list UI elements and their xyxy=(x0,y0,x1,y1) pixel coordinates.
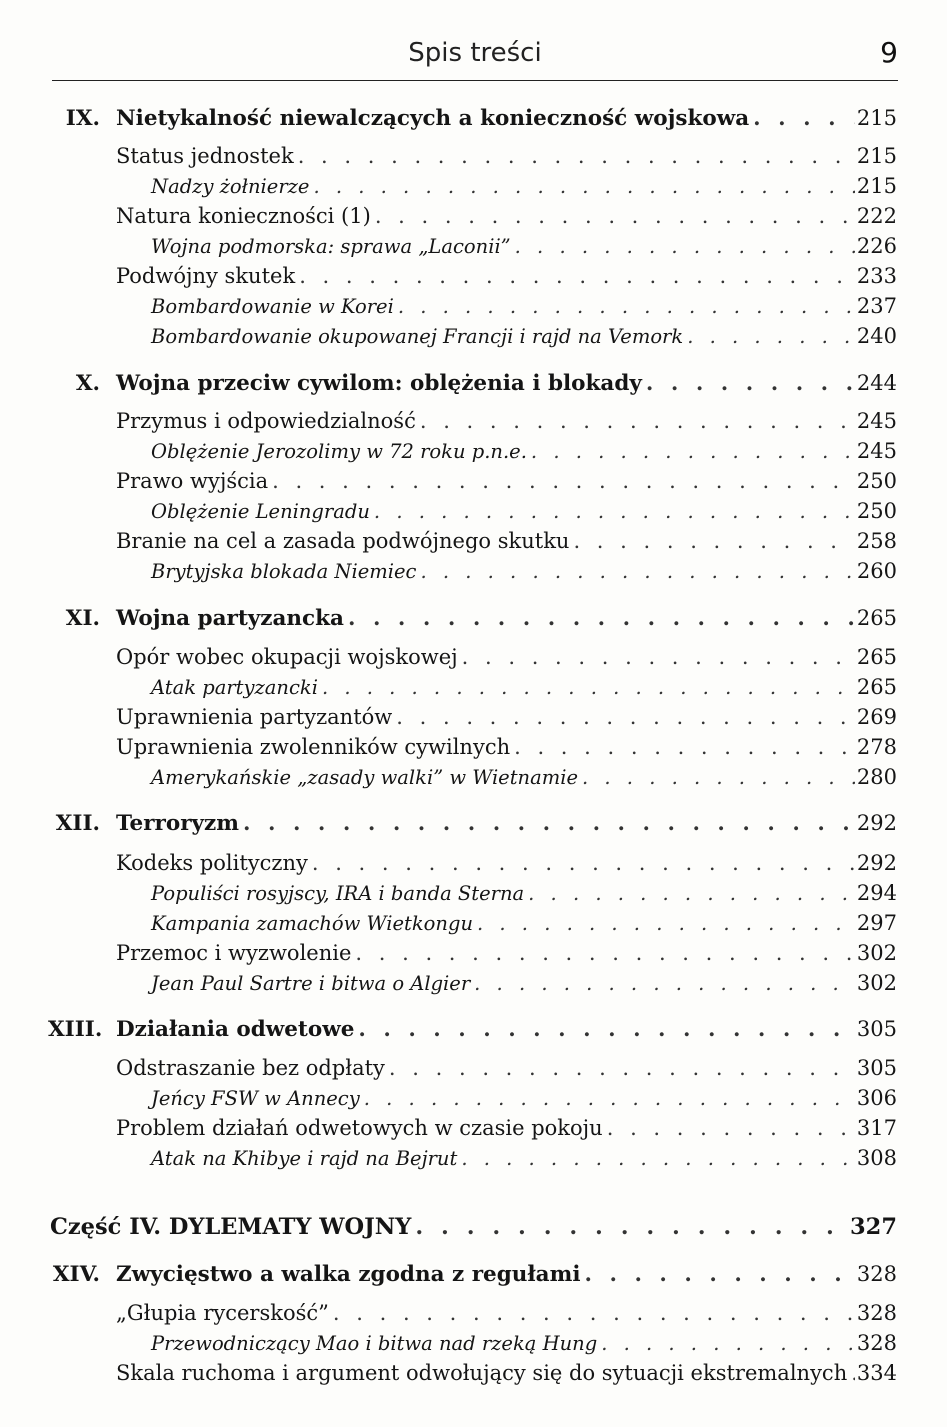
toc-entry-page: 244 xyxy=(856,371,897,395)
toc-entry-label: Skala ruchoma i argument odwołujący się do sytuacji ekstremalnych xyxy=(116,1361,848,1385)
toc-entry-label: Kampania zamachów Wietkongu xyxy=(151,912,474,935)
toc-entry-section xyxy=(116,645,897,675)
toc-entry-label: Kodeks polityczny xyxy=(116,851,308,875)
toc-entry-page: 280 xyxy=(856,765,897,789)
toc-entry-page: 278 xyxy=(856,735,897,759)
toc-entry-page: 302 xyxy=(856,941,897,965)
toc-entry-label: Terroryzm xyxy=(116,811,239,836)
toc-entry-chapter xyxy=(65,606,897,636)
toc-entry-page: 305 xyxy=(856,1017,897,1041)
toc-entry-page: 334 xyxy=(856,1361,897,1385)
dot-leader xyxy=(477,912,855,935)
toc-entry-chapter xyxy=(75,371,897,401)
toc-entry-label: Działania odwetowe xyxy=(116,1017,355,1042)
toc-entry-page: 265 xyxy=(856,645,897,669)
toc-entry-label: Bombardowanie w Korei xyxy=(151,295,394,318)
toc-entry-label: Amerykańskie „zasady walki” w Wietnamie xyxy=(151,766,579,789)
toc-entry-page: 292 xyxy=(856,811,897,835)
toc-entry-case xyxy=(151,881,897,911)
dot-leader xyxy=(355,941,855,965)
toc-entry-label: Opór wobec okupacji wojskowej xyxy=(116,645,458,669)
dot-leader xyxy=(585,1262,855,1287)
page-number: 9 xyxy=(880,36,898,69)
toc-entry-section xyxy=(116,1361,897,1391)
dot-leader xyxy=(313,175,854,198)
dot-leader xyxy=(364,1087,855,1110)
toc-entry-part xyxy=(50,1214,897,1244)
toc-entry-page: 292 xyxy=(856,851,897,875)
toc-entry-case xyxy=(151,559,897,589)
toc-entry-section xyxy=(116,409,897,439)
toc-entry-chapter xyxy=(48,1017,897,1047)
toc-entry-page: 260 xyxy=(856,559,897,583)
chapter-number: XIII. xyxy=(48,1017,103,1042)
toc-entry-label: Nadzy żołnierze xyxy=(151,175,310,198)
dot-leader xyxy=(462,645,855,669)
toc-entry-page: 215 xyxy=(856,106,897,130)
running-title: Spis treści xyxy=(408,38,542,68)
toc-entry-label: Podwójny skutek xyxy=(116,264,296,288)
toc-entry-label: Uprawnienia zwolenników cywilnych xyxy=(116,735,511,759)
dot-leader xyxy=(601,1332,855,1355)
toc-entry-label: Przewodniczący Mao i bitwa nad rzeką Hung xyxy=(151,1332,598,1355)
chapter-number: XI. xyxy=(65,606,100,631)
toc-entry-label: Przymus i odpowiedzialność xyxy=(116,409,416,433)
dot-leader xyxy=(687,325,855,348)
toc-entry-case xyxy=(151,499,897,529)
toc-entry-section xyxy=(116,941,897,971)
toc-entry-case xyxy=(151,439,897,469)
dot-leader xyxy=(298,144,855,168)
toc-entry-page: 222 xyxy=(856,204,897,228)
dot-leader xyxy=(753,106,855,131)
toc-entry-label: Wojna partyzancka xyxy=(116,606,344,631)
toc-entry-chapter xyxy=(52,1262,897,1292)
toc-entry-case xyxy=(151,1146,897,1176)
dot-leader xyxy=(348,606,855,631)
dot-leader xyxy=(514,735,855,759)
toc-entry-page: 328 xyxy=(856,1331,897,1355)
toc-entry-label: „Głupia rycerskość” xyxy=(116,1301,329,1325)
dot-leader xyxy=(474,972,855,995)
toc-entry-page: 308 xyxy=(856,1146,897,1170)
toc-entry-page: 302 xyxy=(856,971,897,995)
dot-leader xyxy=(389,1056,855,1080)
toc-entry-page: 240 xyxy=(856,324,897,348)
toc-entry-section xyxy=(116,529,897,559)
toc-entry-page: 306 xyxy=(856,1086,897,1110)
dot-leader xyxy=(312,851,855,875)
toc-entry-label: Odstraszanie bez odpłaty xyxy=(116,1056,385,1080)
dot-leader xyxy=(573,529,854,553)
toc-entry-page: 328 xyxy=(856,1262,897,1286)
toc-entry-label: Wojna podmorska: sprawa „Laconii” xyxy=(151,235,511,258)
toc-entry-page: 294 xyxy=(856,881,897,905)
toc-entry-case xyxy=(151,1331,897,1361)
toc-entry-label: Prawo wyjścia xyxy=(116,469,269,493)
toc-entry-page: 265 xyxy=(856,606,897,630)
toc-entry-chapter xyxy=(55,811,897,841)
chapter-number: X. xyxy=(75,371,100,396)
dot-leader xyxy=(299,264,855,288)
page-header xyxy=(52,36,898,81)
toc-entry-case xyxy=(151,234,897,264)
toc-entry-page: 269 xyxy=(856,705,897,729)
toc-entry-label: Populiści rosyjscy, IRA i banda Sterna xyxy=(151,882,525,905)
dot-leader xyxy=(851,1361,855,1385)
toc-entry-label: Część IV. DYLEMATY WOJNY xyxy=(50,1214,412,1240)
toc-entry-label: Branie na cel a zasada podwójnego skutku xyxy=(116,529,570,553)
toc-entry-section xyxy=(116,144,897,174)
chapter-number: IX. xyxy=(65,106,100,131)
toc-entry-page: 245 xyxy=(856,409,897,433)
dot-leader xyxy=(358,1017,855,1042)
dot-leader xyxy=(420,560,854,583)
toc-entry-label: Bombardowanie okupowanej Francji i rajd na Vemork xyxy=(151,325,684,348)
dot-leader xyxy=(531,440,855,463)
toc-entry-case xyxy=(151,1086,897,1116)
dot-leader xyxy=(528,882,855,905)
toc-entry-case xyxy=(151,294,897,324)
toc-entry-page: 305 xyxy=(856,1056,897,1080)
dot-leader xyxy=(333,1301,855,1325)
toc-entry-page: 215 xyxy=(856,144,897,168)
toc-entry-page: 327 xyxy=(850,1214,897,1240)
toc-entry-section xyxy=(116,851,897,881)
dot-leader xyxy=(374,500,855,523)
dot-leader xyxy=(607,1116,855,1140)
toc-entry-case xyxy=(151,911,897,941)
dot-leader xyxy=(243,811,855,836)
toc-entry-section xyxy=(116,469,897,499)
toc-entry-section xyxy=(116,1116,897,1146)
toc-entry-label: Jean Paul Sartre i bitwa o Algier xyxy=(151,972,471,995)
toc-entry-label: Jeńcy FSW w Annecy xyxy=(151,1087,360,1110)
dot-leader xyxy=(582,766,855,789)
toc-entry-label: Wojna przeciw cywilom: oblężenia i blokady xyxy=(116,371,642,396)
toc-entry-page: 215 xyxy=(856,174,897,198)
toc-entry-page: 317 xyxy=(856,1116,897,1140)
toc-entry-label: Uprawnienia partyzantów xyxy=(116,705,393,729)
toc-entry-label: Natura konieczności (1) xyxy=(116,204,371,228)
toc-entry-case xyxy=(151,765,897,795)
toc-entry-label: Zwycięstwo a walka zgodna z regułami xyxy=(116,1262,581,1287)
toc-entry-section xyxy=(116,264,897,294)
dot-leader xyxy=(415,1214,848,1240)
toc-entry-section xyxy=(116,705,897,735)
toc-entry-section xyxy=(116,204,897,234)
dot-leader xyxy=(646,371,855,396)
toc-entry-page: 226 xyxy=(856,234,897,258)
dot-leader xyxy=(461,1147,855,1170)
toc-entry-page: 258 xyxy=(856,529,897,553)
toc-entry-label: Przemoc i wyzwolenie xyxy=(116,941,352,965)
toc-entry-label: Problem działań odwetowych w czasie pokoju xyxy=(116,1116,603,1140)
dot-leader xyxy=(322,676,855,699)
dot-leader xyxy=(420,409,855,433)
toc-entry-label: Atak partyzancki xyxy=(151,676,318,699)
toc-entry-page: 250 xyxy=(856,499,897,523)
dot-leader xyxy=(515,235,855,258)
dot-leader xyxy=(272,469,855,493)
toc-entry-case xyxy=(151,675,897,705)
dot-leader xyxy=(375,204,855,228)
chapter-number: XIV. xyxy=(52,1262,100,1287)
toc-entry-label: Oblężenie Leningradu xyxy=(151,500,370,523)
toc-entry-page: 328 xyxy=(856,1301,897,1325)
toc-entry-page: 265 xyxy=(856,675,897,699)
toc-entry-label: Status jednostek xyxy=(116,144,294,168)
toc-entry-page: 250 xyxy=(856,469,897,493)
toc-entry-chapter xyxy=(65,106,897,136)
toc-entry-page: 245 xyxy=(856,439,897,463)
toc-entry-section xyxy=(116,735,897,765)
toc-entry-page: 237 xyxy=(856,294,897,318)
toc-entry-label: Atak na Khibye i rajd na Bejrut xyxy=(151,1147,458,1170)
toc-entry-case xyxy=(151,324,897,354)
dot-leader xyxy=(396,705,855,729)
toc-entry-page: 297 xyxy=(856,911,897,935)
toc-entry-page: 233 xyxy=(856,264,897,288)
toc-entry-case xyxy=(151,971,897,1001)
chapter-number: XII. xyxy=(55,811,100,836)
toc-entry-section xyxy=(116,1301,897,1331)
toc-entry-label: Oblężenie Jerozolimy w 72 roku p.n.e. xyxy=(151,440,527,463)
toc-entry-case xyxy=(151,174,897,204)
toc-entry-label: Nietykalność niewalczących a konieczność wojskowa xyxy=(116,106,750,131)
toc-entry-section xyxy=(116,1056,897,1086)
toc-entry-label: Brytyjska blokada Niemiec xyxy=(151,560,417,583)
dot-leader xyxy=(398,295,855,318)
